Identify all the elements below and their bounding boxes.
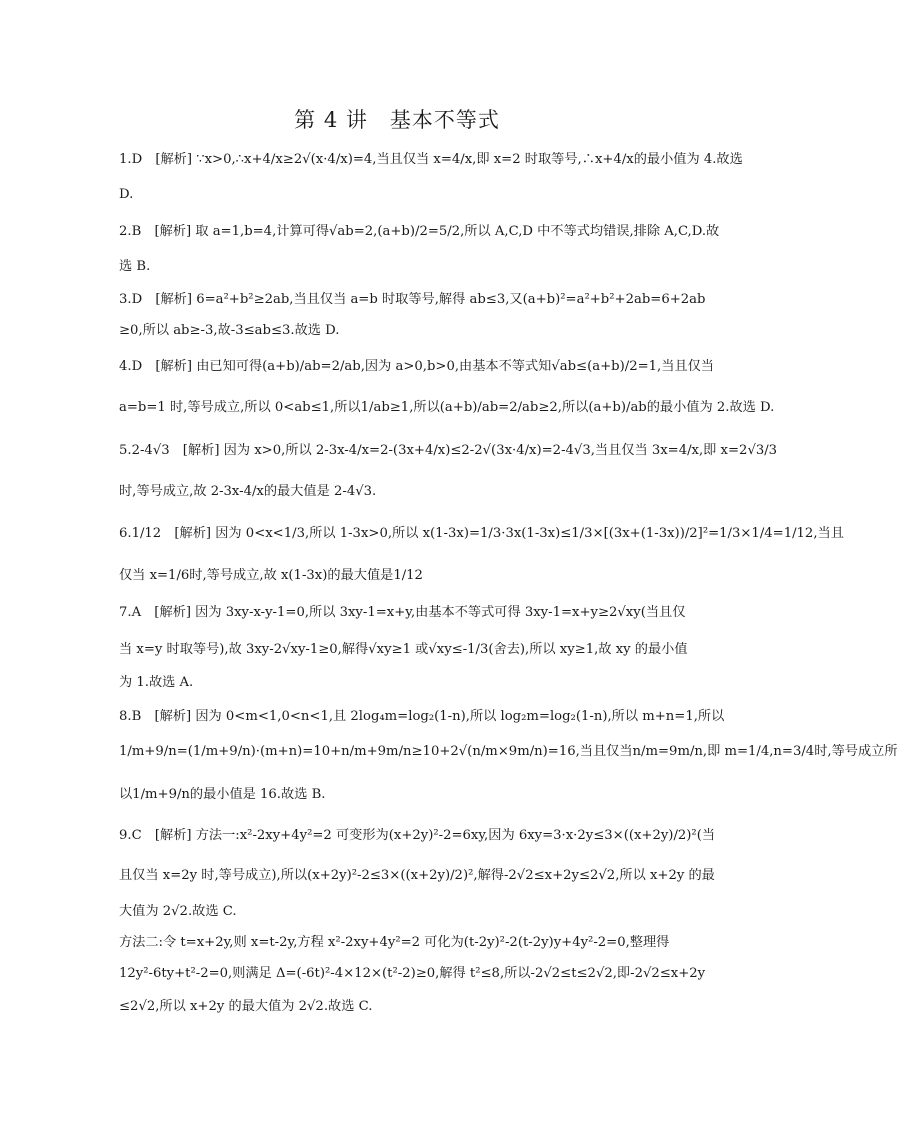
text-line: 3.D [解析] 6=a²+b²≥2ab,当且仅当 a=b 时取等号,解得 ab≤3,又(a+b)²=a²+b²+2ab=6+2ab	[119, 292, 706, 307]
text-line: 2.B [解析] 取 a=1,b=4,计算可得√ab=2,(a+b)/2=5/2,所以 A,C,D 中不等式均错误,排除 A,C,D.故	[119, 224, 720, 239]
text-line: 当 x=y 时取等号),故 3xy-2√xy-1≥0,解得√xy≥1 或√xy≤-1/3(舍去),所以 xy≥1,故 xy 的最小值	[119, 642, 688, 657]
text-line: 7.A [解析] 因为 3xy-x-y-1=0,所以 3xy-1=x+y,由基本不等式可得 3xy-1=x+y≥2√xy(当且仅	[119, 605, 686, 620]
text-line: 时,等号成立,故 2-3x-4/x的最大值是 2-4√3.	[119, 484, 377, 499]
page-title: 第 4 讲 基本不等式	[294, 108, 500, 132]
text-line: 仅当 x=1/6时,等号成立,故 x(1-3x)的最大值是1/12	[119, 568, 423, 583]
text-line: 1/m+9/n=(1/m+9/n)·(m+n)=10+n/m+9m/n≥10+2√(n/m×9m/n)=16,当且仅当n/m=9m/n,即 m=1/4,n=3/4时,等号成立所	[119, 744, 898, 759]
text-line: 选 B.	[119, 259, 151, 274]
text-line: 以1/m+9/n的最小值是 16.故选 B.	[119, 787, 326, 802]
text-line: 9.C [解析] 方法一:x²-2xy+4y²=2 可变形为(x+2y)²-2=6xy,因为 6xy=3·x·2y≤3×((x+2y)/2)²(当	[119, 828, 716, 843]
text-line: 方法二:令 t=x+2y,则 x=t-2y,方程 x²-2xy+4y²=2 可化为(t-2y)²-2(t-2y)y+4y²-2=0,整理得	[119, 935, 670, 950]
text-line: 且仅当 x=2y 时,等号成立),所以(x+2y)²-2≤3×((x+2y)/2)²,解得-2√2≤x+2y≤2√2,所以 x+2y 的最	[119, 868, 715, 883]
text-line: 5.2-4√3 [解析] 因为 x>0,所以 2-3x-4/x=2-(3x+4/x)≤2-2√(3x·4/x)=2-4√3,当且仅当 3x=4/x,即 x=2√3/3	[119, 443, 778, 458]
text-line: 12y²-6ty+t²-2=0,则满足 Δ=(-6t)²-4×12×(t²-2)≥0,解得 t²≤8,所以-2√2≤t≤2√2,即-2√2≤x+2y	[119, 966, 706, 981]
text-line: 6.1/12 [解析] 因为 0<x<1/3,所以 1-3x>0,所以 x(1-3x)=1/3·3x(1-3x)≤1/3×[(3x+(1-3x))/2]²=1/3×1/4=1/12,当且	[119, 526, 844, 541]
text-line: D.	[119, 187, 134, 202]
text-line: ≤2√2,所以 x+2y 的最大值为 2√2.故选 C.	[119, 999, 373, 1014]
text-line: 4.D [解析] 由已知可得(a+b)/ab=2/ab,因为 a>0,b>0,由基本不等式知√ab≤(a+b)/2=1,当且仅当	[119, 359, 714, 374]
text-line: 大值为 2√2.故选 C.	[119, 904, 237, 919]
text-line: a=b=1 时,等号成立,所以 0<ab≤1,所以1/ab≥1,所以(a+b)/ab=2/ab≥2,所以(a+b)/ab的最小值为 2.故选 D.	[119, 400, 775, 415]
text-line: 1.D [解析] ∵x>0,∴x+4/x≥2√(x·4/x)=4,当且仅当 x=4/x,即 x=2 时取等号,∴x+4/x的最小值为 4.故选	[119, 152, 743, 167]
text-line: 8.B [解析] 因为 0<m<1,0<n<1,且 2log₄m=log₂(1-n),所以 log₂m=log₂(1-n),所以 m+n=1,所以	[119, 709, 725, 724]
text-line: 为 1.故选 A.	[119, 675, 194, 690]
text-line: ≥0,所以 ab≥-3,故-3≤ab≤3.故选 D.	[119, 323, 340, 338]
